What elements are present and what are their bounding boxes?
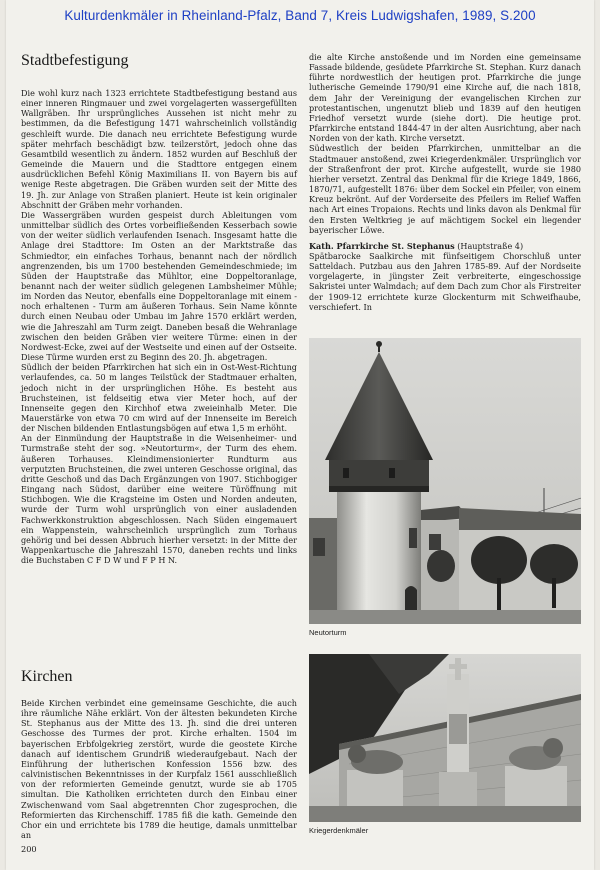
paragraph: Südwestlich der beiden Pfarrkirchen, unmittelbar an die Stadtmauer anstoßend, zwei Kriegerdenkmäler. Ursprünglich vor der Straßenfront der prot. Kirche aufgestellt, wurde sie 1980 hierher versetzt. Zentral das Denkmal für die Kriege 1849, 1866, 1870/71, aufgestellt 1876: über dem Sockel ein Pfeiler, von einem Kreuz bekrönt. Auf der Vorderseite des Pfeilers im Relief Waffen nach Art eines Tropaions. Rechts und links davon als Denkmal für den Ersten Weltkrieg je auf mächtigem Sockel ein liegender bayerischer Löwe.	[309, 143, 581, 235]
heading-kirchen: Kirchen	[21, 668, 73, 685]
left-column-section1	[21, 88, 297, 565]
photo-kriegerdenkmaeler	[309, 654, 581, 822]
photo-caption-neutorturm: Neutorturm	[309, 628, 347, 637]
source-banner: Kulturdenkmäler in Rheinland-Pfalz, Band 7, Kreis Ludwigshafen, 1989, S.200	[64, 8, 536, 23]
church-address: (Hauptstraße 4)	[457, 240, 524, 251]
right-column-text	[309, 52, 581, 312]
paragraph: Südlich der beiden Pfarrkirchen hat sich ein in Ost-West-Richtung verlaufendes, ca. 50 m langes Teilstück der Stadtmauer erhalten, jedoch nicht in der ursprünglichen Höhe. Es besteht aus Bruchsteinen, ist feldseitig etwa vier Meter hoch, auf der Innenseite gegen den Kirchhof etwa zweieinhalb Meter. Die Mauerstärke von etwa 70 cm wird auf der Innenseite im Bereich der Nischen bildenden Entlastungsbögen auf etwa 1,5 m erhöht.	[21, 362, 297, 434]
heading-stadtbefestigung: Stadtbefestigung	[21, 52, 129, 69]
tower-image	[309, 338, 581, 624]
church-title: Kath. Pfarrkirche St. Stephanus	[309, 240, 455, 251]
left-column-section2	[21, 698, 297, 840]
paragraph: Beide Kirchen verbindet eine gemeinsame Geschichte, die auch ihre räumliche Nähe erklärt. Von der ältesten bekundeten Kirche St. Stephanus aus der Mitte des 13. Jh. sind die drei unteren Geschosse des Turmes der prot. Kirche erhalten. 1504 im bayerischen Erbfolgekrieg zerstört, wurde die geostete Kirche danach auf identischem Grundriß wiederaufgebaut. Nach der Einführung der lutherischen Konfession 1556 bzw. des calvinistischen Bekenntnisses in der Kurpfalz 1561 ausschließlich von der reformierten Gemeinde genutzt, wurde sie ab 1705 simultan. Die Katholiken errichteten durch den Einbau einer Zwischenwand vom Saal abgetrennten Chor zugesprochen, die Reformierten das Kirchenschiff. 1785 fiß die kath. Gemeinde den Chor ein und errichtete bis 1789 die heutige, damals unmittelbar an	[21, 698, 297, 841]
paragraph: Die wohl kurz nach 1323 errichtete Stadtbefestigung bestand aus einer inneren Ringmauer und zwei vorgelagerten wassergefüllten Wallgräben. Ihr ursprüngliches Aussehen ist nicht mehr zu bestimmen, da die Befestigung 1471 wahrscheinlich vollständig geschleift wurde. Die danach neu errichtete Befestigung wurde später mehrfach beschädigt bzw. teilzerstört, jedoch ohne das Gesamtbild wesentlich zu ändern. 1852 wurden auf Beschluß der Gemeinde die Mauern und die Stadttore entgegen einem ausdrücklichen Befehl König Maximilians II. von Bayern bis auf wenige Reste abgetragen. Die Gräben wurden seit der Mitte des 19. Jh. zur Anlage von Straßen planiert. Heute ist kein originaler Abschnitt der Gräben mehr vorhanden.	[21, 88, 297, 210]
church-entry	[309, 241, 581, 251]
church-description: Spätbarocke Saalkirche mit fünfseitigem Chorschluß unter Satteldach. Putzbau aus den Jahren 1785-89. Auf der Nordseite vorgelagerte, in jüngster Zeit verbreiterte, eingeschossige Sakristei unter Walmdach; auf dem Dach zum Chor als Firstreiter der 1909-12 errichtete kurze Glockenturm mit Schweifhaube, verschiefert. In	[309, 250, 581, 312]
paragraph: Die Wassergräben wurden gespeist durch Ableitungen vom unmittelbar südlich des Ortes vorbeifließenden Kesserbach sowie von der weiter südlich verlaufenden Isenach. Insgesamt hatte die Anlage drei Stadttore: Im Osten an der Marktstraße das Schmiedtor, ein einfaches Torhaus, benannt nach der nördlich angrenzenden, bis um 1700 bestehenden Gemeindeschmiede; im Süden der Hauptstraße das Mühltor, eine Doppeltoranlage, benannt nach der weiter südlich gelegenen Lambsheimer Mühle; im Norden das Neutor, ebenfalls eine Doppeltoranlage mit einem - noch erhaltenen - Turm am äußeren Torhaus. Sein Name könnte durch einen Neubau oder Umbau im Jahre 1570 erklärt werden, wie die Jahreszahl am Turm zeigt. Daneben besaß die Wehranlage zwischen den beiden Gräben vier weitere Türme: einen in der Nordwest-Ecke, zwei auf der Westseite und einen auf der Ostseite. Diese Türme wurden erst zu Beginn des 20. Jh. abgetragen.	[21, 209, 297, 363]
paragraph: die alte Kirche anstoßende und im Norden eine gemeinsame Fassade bildende, gesüdete Pfarrkirche St. Stephan. Kurz danach führte nordwestlich der heutigen prot. Pfarrkirche die junge lutherische Gemeinde 1790/91 eine Kirche auf, die nach 1818, dem Jahr der Vereinigung der evangelischen Kirchen zur protestantischen, ungenutzt blieb und 1839 auf den heutigen Friedhof versetzt wurde (siehe dort). Die heutige prot. Pfarrkirche entstand 1844-47 in der alten Ausrichtung, aber nach Norden von der kath. Kirche versetzt.	[309, 52, 581, 144]
photo-neutorturm	[309, 338, 581, 624]
page-number: 200	[21, 844, 37, 854]
paragraph: An der Einmündung der Hauptstraße in die Weisenheimer- und Turmstraße steht der sog. »Neutorturm«, der Turm des ehem. äußeren Torhauses. Kleindimensionierter Rundturm aus verputzten Bruchsteinen, die zwei unteren Geschosse original, das dritte Geschoß und das Dach Ergänzungen von 1907. Stichbogiger Eingang nach Südost, darüber eine weitere Türöffnung mit Stichbogen. Wie die Kragsteine im Osten und Norden andeuten, wurde der Turm wohl ursprünglich von einer ausladenden Fachwerkkonstruktion abgeschlossen. Nach Süden eingemauert ein Wappenstein, wahrscheinlich ursprünglich zum Torhaus gehörig und bei dessen Abbruch hierher versetzt: in der Mitte der Wappenkartusche die Jahreszahl 1570, daneben rechts und links die Buchstaben C F D W und F P H N.	[21, 433, 297, 566]
photo-caption-kriegerdenkmaeler: Kriegerdenkmäler	[309, 826, 369, 835]
memorial-image	[309, 654, 581, 822]
